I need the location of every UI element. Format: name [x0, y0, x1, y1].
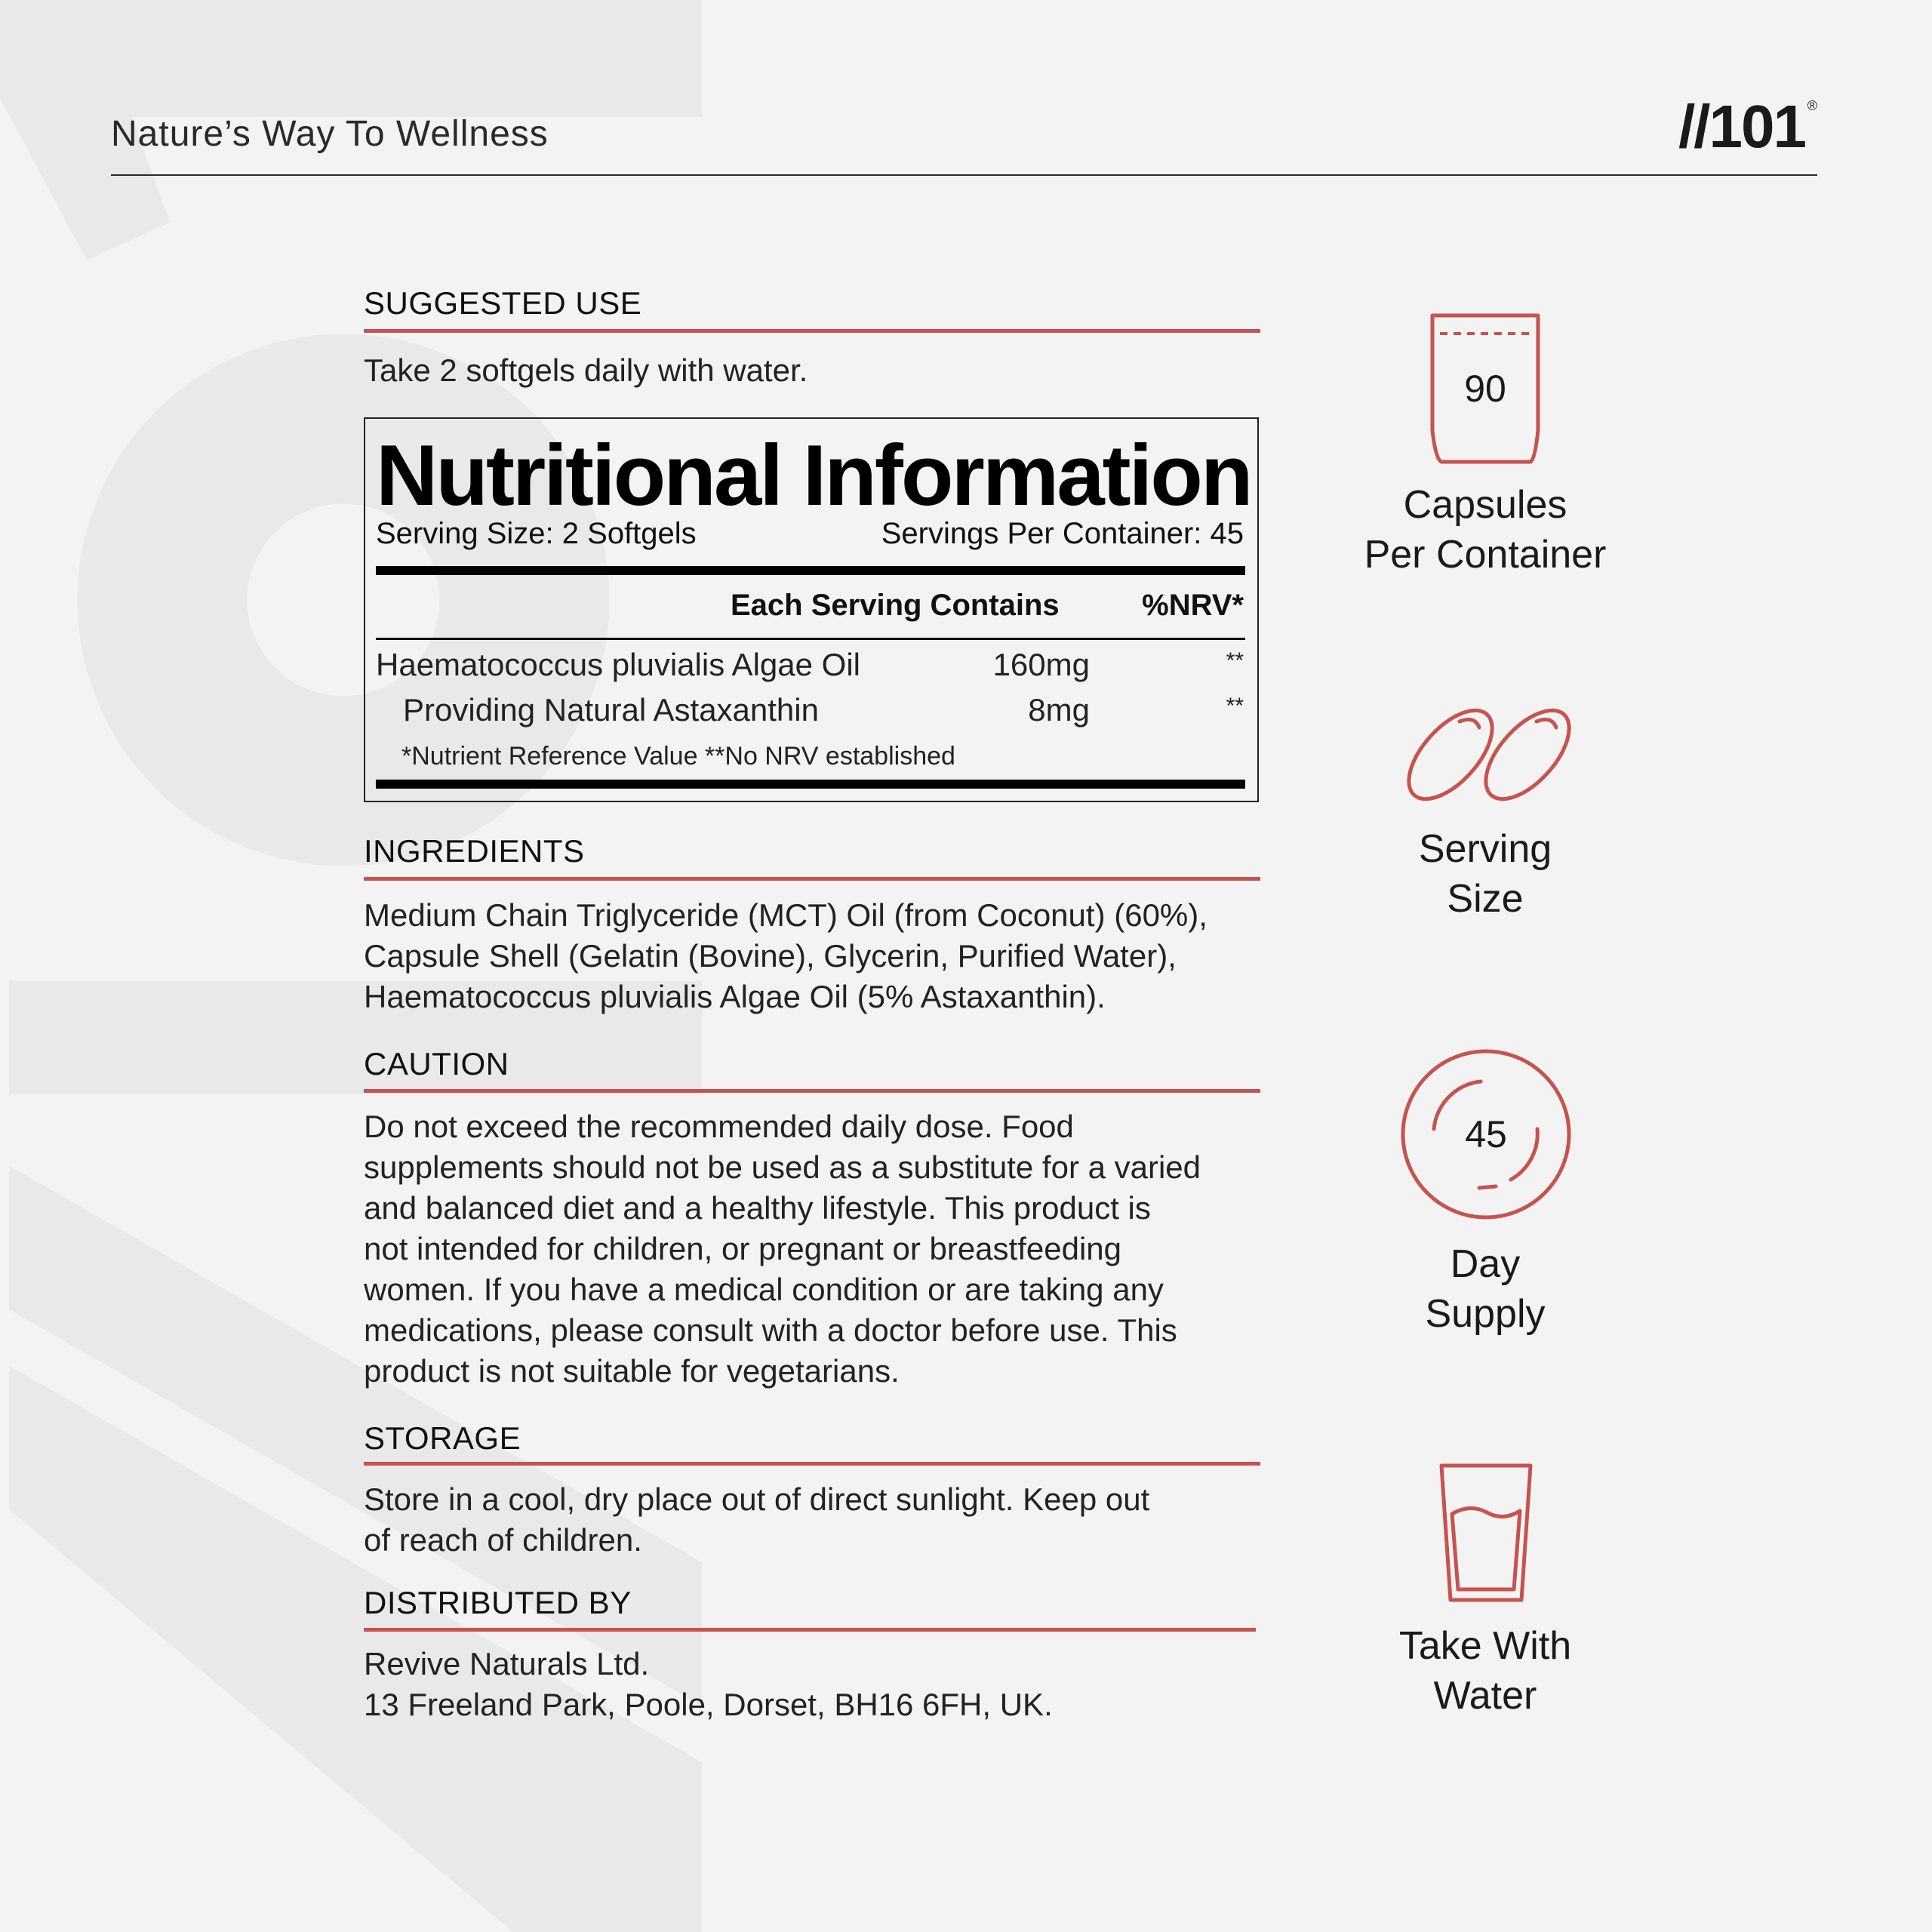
suggested-use-title: SUGGESTED USE [364, 285, 642, 321]
nutrient-amount: 160mg [992, 647, 1090, 682]
caution-line: supplements should not be used as a substitute for a varied [364, 1149, 1201, 1185]
column-each-serving: Each Serving Contains [731, 589, 1060, 622]
nutrient-amount: 8mg [1028, 692, 1090, 728]
ingredients-title: INGREDIENTS [364, 833, 585, 869]
icon-label-line: Per Container [1364, 533, 1607, 577]
nutrient-name: Haematococcus pluvialis Algae Oil [376, 647, 860, 682]
ingredients-line: Capsule Shell (Gelatin (Bovine), Glycerin, Purified Water), [364, 938, 1177, 974]
nutrient-name: Providing Natural Astaxanthin [403, 692, 819, 728]
ingredients-line: Medium Chain Triglyceride (MCT) Oil (from Coconut) (60%), [364, 897, 1208, 933]
calendar-circle-icon [1398, 1046, 1574, 1223]
suggested-use-text: Take 2 softgels daily with water. [364, 352, 808, 388]
caution-line: medications, please consult with a doctor before use. This [364, 1312, 1177, 1348]
caution-text [364, 1106, 1269, 1392]
distributor-address [364, 1644, 1269, 1725]
nutrition-divider [376, 566, 1245, 575]
serving-size: Serving Size: 2 Softgels [376, 517, 697, 550]
icon-label [1336, 1239, 1635, 1339]
pouch-icon [1425, 309, 1546, 468]
softgel-icon [1399, 702, 1580, 808]
brand-logo: //101 [1678, 93, 1805, 160]
ingredients-line: Haematococcus pluvialis Algae Oil (5% Astaxanthin). [364, 979, 1106, 1014]
caution-line: and balanced diet and a healthy lifestyle. This product is [364, 1190, 1151, 1226]
distributor-line: Revive Naturals Ltd. [364, 1646, 650, 1681]
caution-line: Do not exceed the recommended daily dose. Food [364, 1109, 1074, 1144]
storage-text [364, 1479, 1269, 1561]
icon-label-line: Size [1447, 877, 1524, 921]
icon-label-line: Take With [1398, 1624, 1572, 1668]
distributed-by-title: DISTRIBUTED BY [364, 1585, 632, 1620]
icon-label [1336, 824, 1635, 924]
capsule-count: 90 [1464, 368, 1506, 410]
nutrition-title: Nutritional Information [376, 428, 1251, 524]
caution-line: product is not suitable for vegetarians. [364, 1353, 900, 1389]
storage-line: Store in a cool, dry place out of direct sunlight. Keep out [364, 1481, 1150, 1517]
header [111, 0, 1817, 176]
nutrition-divider [376, 780, 1245, 789]
distributor-line: 13 Freeland Park, Poole, Dorset, BH16 6FH, UK. [364, 1687, 1053, 1722]
tagline: Nature’s Way To Wellness [111, 114, 549, 154]
icon-label-line: Supply [1425, 1292, 1546, 1336]
nutrition-footnote: *Nutrient Reference Value **No NRV established [401, 742, 955, 771]
nutrient-nrv: ** [1226, 694, 1244, 718]
icon-label-line: Capsules [1403, 483, 1567, 527]
ingredients-text [364, 895, 1269, 1017]
water-glass-icon [1438, 1463, 1534, 1603]
section-rule [364, 329, 1260, 333]
icon-label [1336, 1621, 1635, 1721]
nutrition-panel [364, 417, 1259, 802]
registered-mark: ® [1807, 98, 1817, 113]
storage-line: of reach of children. [364, 1522, 642, 1558]
icon-label [1336, 480, 1635, 580]
section-rule [364, 877, 1260, 881]
section-rule [364, 1089, 1260, 1093]
icon-label-line: Day [1450, 1242, 1521, 1286]
column-nrv: %NRV* [1142, 589, 1244, 622]
caution-line: not intended for children, or pregnant or breastfeeding [364, 1231, 1122, 1266]
storage-title: STORAGE [364, 1420, 521, 1456]
icon-label-line: Water [1433, 1674, 1537, 1718]
caution-title: CAUTION [364, 1046, 509, 1081]
section-rule [364, 1462, 1260, 1466]
servings-per-container: Servings Per Container: 45 [881, 517, 1244, 550]
nutrient-nrv: ** [1226, 648, 1244, 673]
day-count: 45 [1465, 1113, 1507, 1155]
icon-label-line: Serving [1418, 827, 1552, 871]
nutrition-divider [376, 638, 1245, 640]
caution-line: women. If you have a medical condition or are taking any [364, 1272, 1164, 1307]
section-rule [364, 1628, 1256, 1632]
